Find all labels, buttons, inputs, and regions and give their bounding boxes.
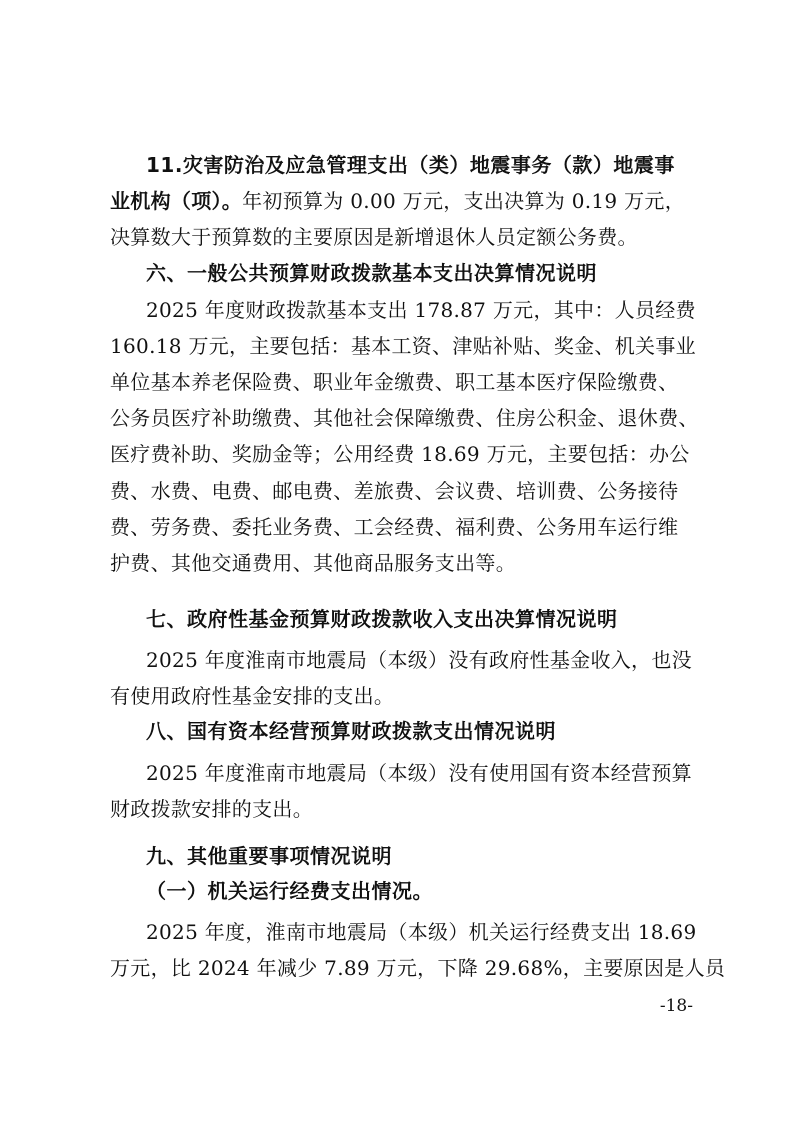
section-6-para-line-5: 医疗费补助、奖励金等；公用经费 18.69 万元，主要包括：办公 [110, 442, 690, 466]
item-11-heading-line: 11.灾害防治及应急管理支出（类）地震事务（款）地震事 [146, 153, 675, 177]
section-7-para-line-2: 有使用政府性基金安排的支出。 [110, 684, 395, 708]
section-6-para-line-6: 费、水费、电费、邮电费、差旅费、会议费、培训费、公务接待 [110, 479, 679, 503]
section-6-para-line-8: 护费、其他交通费用、其他商品服务支出等。 [110, 551, 516, 575]
section-8-para-line-1: 2025 年度淮南市地震局（本级）没有使用国有资本经营预算 [146, 761, 692, 785]
section-6-para-line-3: 单位基本养老保险费、职业年金缴费、职工基本医疗保险缴费、 [110, 370, 679, 394]
section-7-heading: 七、政府性基金预算财政拨款收入支出决算情况说明 [146, 607, 618, 631]
section-6-para-line-4: 公务员医疗补助缴费、其他社会保障缴费、住房公积金、退休费、 [110, 406, 699, 430]
item-11-body-line-1 [110, 186, 685, 216]
section-6-para-line-1: 2025 年度财政拨款基本支出 178.87 万元，其中：人员经费 [146, 298, 696, 322]
item-11-body-line-2: 决算数大于预算数的主要原因是新增退休人员定额公务费。 [110, 225, 638, 249]
section-6-para-line-7: 费、劳务费、委托业务费、工会经费、福利费、公务用车运行维 [110, 515, 679, 539]
item-11-heading-tail: 业机构（项）。 [110, 189, 243, 213]
subsection-1-para-line-1: 2025 年度，淮南市地震局（本级）机关运行经费支出 18.69 [146, 920, 697, 944]
section-8-para-line-2: 财政拨款安排的支出。 [110, 797, 313, 821]
page-number: -18- [659, 996, 693, 1016]
section-8-heading: 八、国有资本经营预算财政拨款支出情况说明 [146, 719, 556, 743]
section-7-para-line-1: 2025 年度淮南市地震局（本级）没有政府性基金收入，也没 [146, 648, 692, 672]
section-6-heading: 六、一般公共预算财政拨款基本支出决算情况说明 [146, 261, 597, 285]
item-11-budget-text: 年初预算为 0.00 万元，支出决算为 0.19 万元， [242, 189, 686, 213]
subsection-1-heading: （一）机关运行经费支出情况。 [146, 879, 433, 903]
subsection-1-para-line-2: 万元，比 2024 年减少 7.89 万元，下降 29.68%，主要原因是人员 [110, 956, 726, 980]
section-6-para-line-2: 160.18 万元，主要包括：基本工资、津贴补贴、奖金、机关事业 [110, 334, 696, 358]
section-9-heading: 九、其他重要事项情况说明 [146, 844, 392, 868]
